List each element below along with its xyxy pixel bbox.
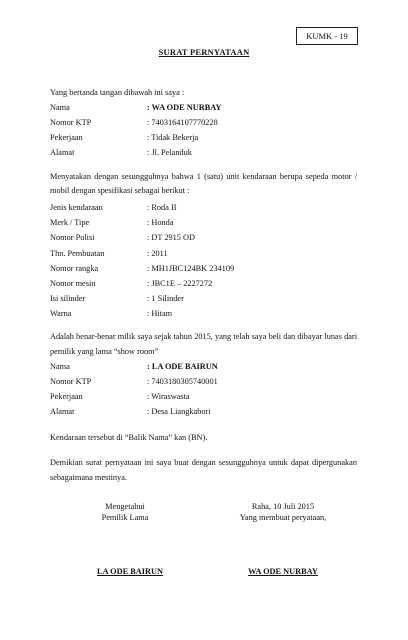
document-code-box: KUMK - 19 <box>296 27 358 45</box>
field-label: Nomor rangka <box>50 264 99 273</box>
field-label: Alamat <box>50 148 75 157</box>
field-label: Warna <box>50 309 72 318</box>
vehicle-row-type <box>50 203 360 214</box>
field-label: Thn. Pembuatan <box>50 249 105 258</box>
closing-paragraph: Demikian surat pernyataan ini saya buat dengan sesungguhnya untuk dapat dipergunakan sebagaimana mestinya. <box>50 458 357 482</box>
field-value: : Hitam <box>147 309 173 318</box>
declarant-row-address <box>50 148 360 159</box>
vehicle-row-brand <box>50 218 360 229</box>
previous-owner-row-name <box>50 362 360 373</box>
declarant-row-name <box>50 103 360 114</box>
field-value: : 2011 <box>147 249 168 258</box>
sign-left-line2: Pemilik Lama <box>101 513 149 522</box>
field-value: : Tidak Bekerja <box>147 133 199 142</box>
previous-owner-row-ktp <box>50 377 360 388</box>
vehicle-row-engine <box>50 279 360 290</box>
intro-text: Yang bertanda tangan dibawah ini saya : <box>50 88 185 97</box>
vehicle-row-cylinder <box>50 294 360 305</box>
field-value: : 7403164107770228 <box>147 118 218 127</box>
field-label: Nomor KTP <box>50 377 92 386</box>
sign-left-name: LA ODE BAIRUN <box>97 567 163 576</box>
vehicle-row-color <box>50 309 360 320</box>
field-value: : Roda II <box>147 203 177 212</box>
field-label: Pekerjaan <box>50 392 83 401</box>
field-label: Nomor mesin <box>50 279 96 288</box>
field-label: Isi silinder <box>50 294 86 303</box>
ownership-paragraph: Adalah benar-benar milik saya sejak tahun 2015, yang telah saya beli dan dibayar lunas dari pemilik yang lama “show room” <box>50 332 357 356</box>
sign-right-line2: Yang membuat peryataan, <box>239 513 327 522</box>
field-value: : Honda <box>147 218 174 227</box>
transfer-text: Kendaraan tersebut di “Balik Nama” kan (BN). <box>50 433 208 442</box>
document-title: SURAT PERNYATAAN <box>158 47 250 57</box>
vehicle-row-plate <box>50 233 360 244</box>
field-label: Jenis kendaraan <box>50 203 103 212</box>
field-value: : WA ODE NURBAY <box>147 103 222 112</box>
vehicle-row-year <box>50 249 360 260</box>
field-value: : 1 Silinder <box>147 294 184 303</box>
field-value: : LA ODE BAIRUN <box>147 362 218 371</box>
sign-left-line1: Mengetahui <box>105 502 145 511</box>
field-label: Nama <box>50 103 70 112</box>
field-value: : MH1JBC124BK 234109 <box>147 264 235 273</box>
field-label: Nomor KTP <box>50 118 92 127</box>
field-value: : 7403180305740001 <box>147 377 218 386</box>
vehicle-row-frame <box>50 264 360 275</box>
field-label: Merk / Tipe <box>50 218 90 227</box>
field-value: : Jl. Pelanduk <box>147 148 192 157</box>
field-value: : Wiraswasta <box>147 392 190 401</box>
previous-owner-row-address <box>50 407 360 418</box>
field-value: : Desa Liangkabori <box>147 407 211 416</box>
sign-right-line1: Raha, 10 Juli 2015 <box>251 502 315 511</box>
declarant-row-ktp <box>50 118 360 129</box>
field-label: Nomor Polisi <box>50 233 95 242</box>
sign-right-name: WA ODE NURBAY <box>248 567 318 576</box>
field-label: Nama <box>50 362 70 371</box>
field-label: Alamat <box>50 407 75 416</box>
declarant-row-job <box>50 133 360 144</box>
field-label: Pekerjaan <box>50 133 83 142</box>
statement-paragraph: Menyatakan dengan sesungguhnya bahwa 1 (satu) unit kendaraan berupa sepeda motor / mobil dengan spesifikasi sebagai berikut : <box>50 172 357 195</box>
field-value: : DT 2915 OD <box>147 233 196 242</box>
previous-owner-row-job <box>50 392 360 403</box>
field-value: : JBC1E – 2227272 <box>147 279 213 288</box>
